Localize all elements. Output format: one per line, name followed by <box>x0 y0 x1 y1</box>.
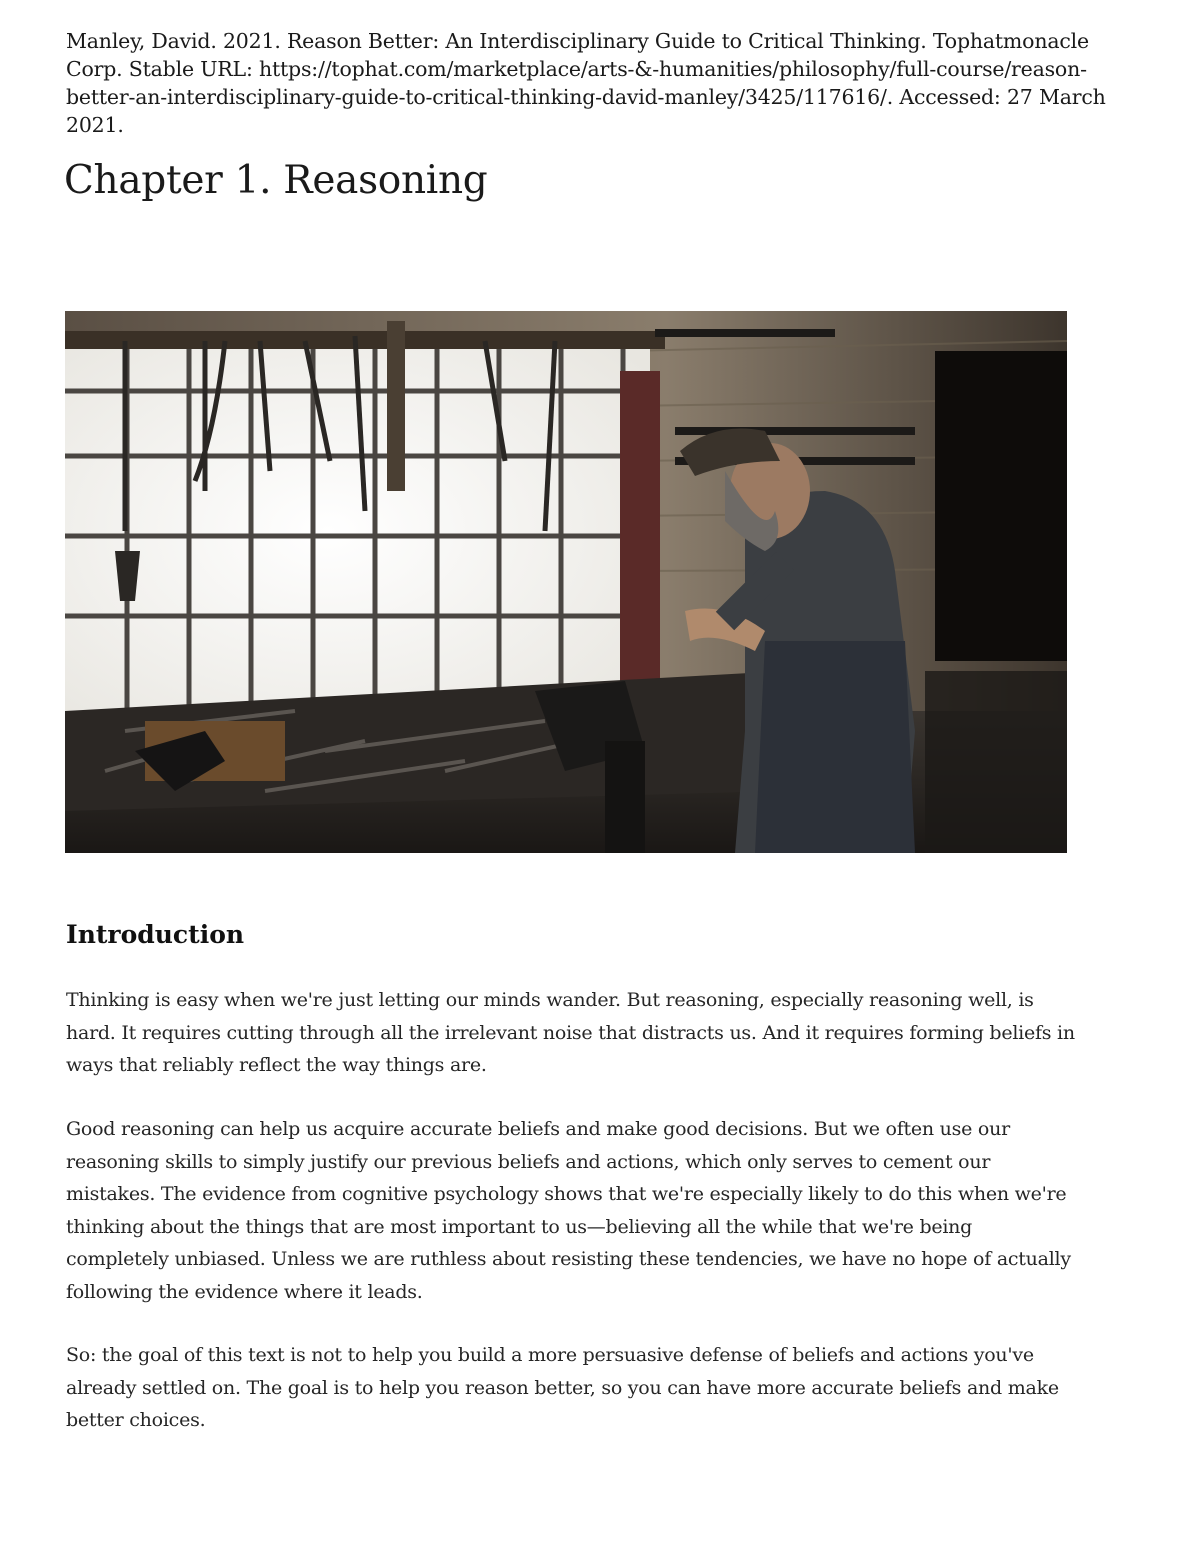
paragraph-3: So: the goal of this text is not to help you build a more persuasive defense of beliefs and actions you've already settled on. The goal is to help you reason better, so you can have more accurate beliefs and make better choices. <box>66 1344 1059 1431</box>
citation-text: Manley, David. 2021. Reason Better: An Interdisciplinary Guide to Critical Thinking. Tophatmonacle Corp. Stable URL: https://tophat.com/marketplace/arts-&-humanities/philosophy/full-course/reason-better-an-interdisciplinary-guide-to-critical-thinking-david-manley/3425/117616/. Accessed: 27 March 2021. <box>66 29 1106 137</box>
paragraph-2: Good reasoning can help us acquire accurate beliefs and make good decisions. But we often use our reasoning skills to simply justify our previous beliefs and actions, which only serves to cement our mistakes. The evidence from cognitive psychology shows that we're especially likely to do this when we're thinking about the things that are most important to us—believing all the while that we're being completely unbiased. Unless we are ruthless about resisting these tendencies, we have no hope of actually following the evidence where it leads. <box>66 1118 1071 1303</box>
workshop-photo-icon <box>65 311 1067 853</box>
chapter-title: Chapter 1. Reasoning <box>64 158 488 203</box>
hero-image <box>65 311 1067 853</box>
section-heading-introduction: Introduction <box>66 920 245 949</box>
paragraph-1: Thinking is easy when we're just letting our minds wander. But reasoning, especially reasoning well, is hard. It requires cutting through all the irrelevant noise that distracts us. And it requires forming beliefs in ways that reliably reflect the way things are. <box>66 989 1075 1076</box>
